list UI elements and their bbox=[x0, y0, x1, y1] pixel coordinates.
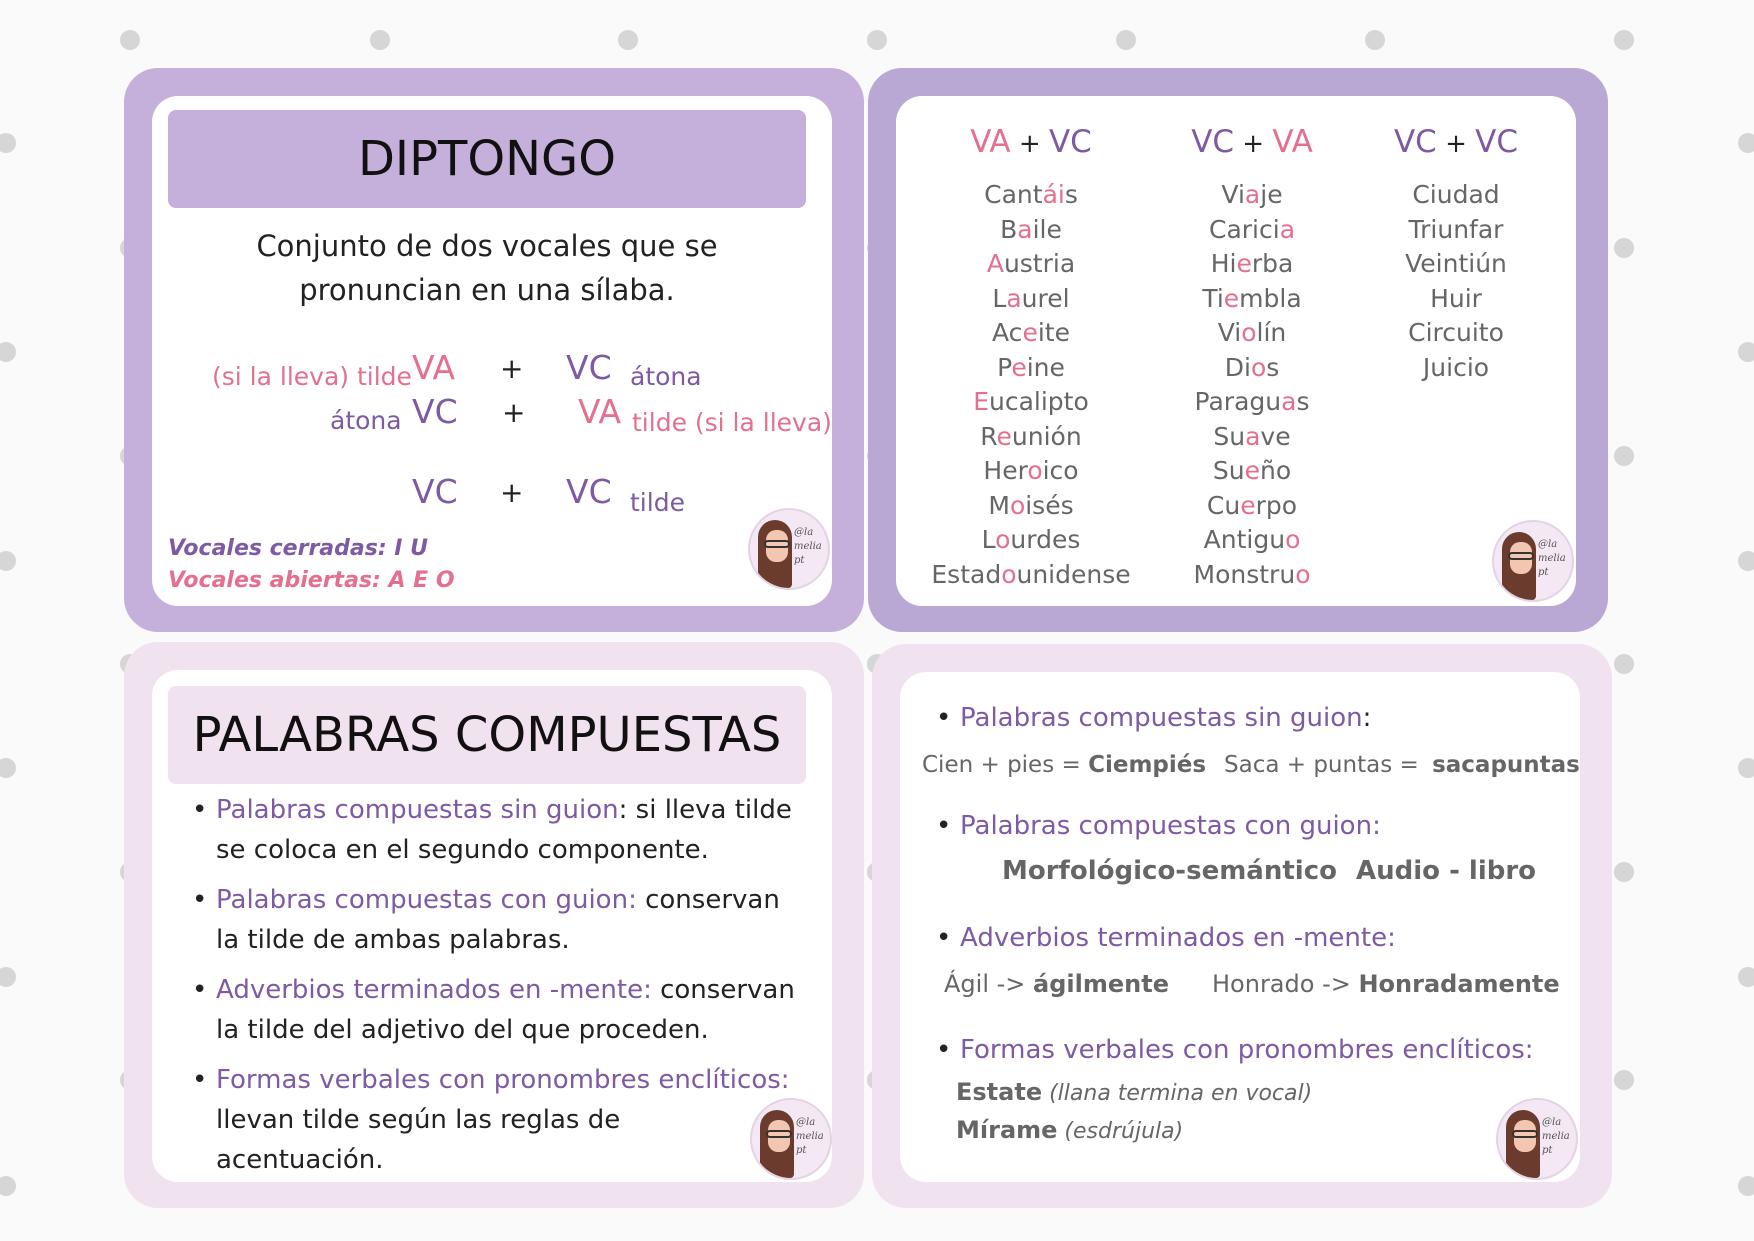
example-word: Triunfar bbox=[1408, 214, 1504, 244]
diptongo-card-body bbox=[152, 96, 832, 606]
bullet-dot: • bbox=[192, 975, 208, 1005]
heading-a: VC bbox=[1393, 124, 1437, 160]
ex2-pre: Saca + puntas = bbox=[1224, 752, 1427, 778]
example-word: Aceite bbox=[992, 318, 1070, 347]
heading-a: VC bbox=[1191, 124, 1235, 160]
heading-plus: + bbox=[1234, 129, 1273, 159]
background-dot bbox=[1614, 446, 1634, 466]
background-dot bbox=[0, 1176, 16, 1196]
rule-bullet-2 bbox=[192, 880, 816, 960]
example-bullet-2 bbox=[936, 806, 1381, 846]
diptongo-definition bbox=[152, 224, 822, 312]
example-1-colon: : bbox=[1362, 703, 1372, 733]
example-row-1 bbox=[922, 752, 1206, 778]
example-word: Lourdes bbox=[981, 525, 1081, 554]
palabras-compuestas-body bbox=[152, 670, 832, 1182]
example-word: Peine bbox=[997, 352, 1065, 382]
rule-bullet-3 bbox=[192, 970, 816, 1050]
rule3-vc-a: VC bbox=[412, 472, 458, 511]
bullet-2-head: Palabras compuestas con guion: bbox=[216, 885, 637, 915]
example-row-7 bbox=[956, 1078, 1312, 1106]
ex7-bold: Estate bbox=[956, 1078, 1043, 1106]
example-bullet-3 bbox=[936, 918, 1396, 958]
example-column-1 bbox=[926, 122, 1136, 592]
rule1-plus: + bbox=[500, 352, 524, 385]
example-word: Juicio bbox=[1422, 352, 1490, 382]
bullet-4-head: Formas verbales con pronombres enclíticos: bbox=[216, 1065, 790, 1095]
column-heading bbox=[1142, 122, 1362, 164]
column-heading bbox=[1356, 122, 1556, 164]
background-dot bbox=[867, 30, 887, 50]
bullet-3-cont: la tilde del adjetivo del que proceden. bbox=[216, 1015, 709, 1045]
background-dot bbox=[370, 30, 390, 50]
open-vowels: Vocales abiertas: A E O bbox=[168, 568, 455, 593]
background-dot bbox=[1738, 758, 1754, 778]
palabras-compuestas-card bbox=[124, 642, 864, 1208]
example-row-5 bbox=[944, 970, 1169, 998]
ex1-bold: Ciempiés bbox=[1088, 752, 1207, 778]
author-avatar bbox=[748, 508, 830, 590]
bullet-dot: • bbox=[192, 885, 208, 915]
closed-vowels: Vocales cerradas: I U bbox=[168, 536, 429, 561]
ex2-bold: sacapuntas bbox=[1432, 752, 1580, 778]
background-dot bbox=[0, 133, 16, 153]
ex6-bold: Honradamente bbox=[1358, 970, 1560, 998]
bullet-dot: • bbox=[936, 703, 952, 733]
example-word: Viaje bbox=[1221, 180, 1283, 209]
bullet-2-cont: la tilde de ambas palabras. bbox=[216, 925, 570, 955]
example-row-2 bbox=[1224, 752, 1580, 778]
background-dot bbox=[1738, 1176, 1754, 1196]
example-word: Estadounidense bbox=[931, 559, 1131, 589]
example-word: Baile bbox=[1000, 214, 1062, 244]
ex3: Morfológico-semántico bbox=[1002, 856, 1337, 886]
rule1-prefix: (si la lleva) tilde bbox=[212, 362, 412, 391]
bullet-1-text: : si lleva tilde bbox=[618, 795, 792, 825]
rule3-plus: + bbox=[500, 476, 524, 509]
background-dot bbox=[0, 342, 16, 362]
background-dot bbox=[0, 967, 16, 987]
example-word: Eucalipto bbox=[973, 387, 1089, 416]
ex4: Audio - libro bbox=[1356, 856, 1537, 886]
example-word: Circuito bbox=[1408, 318, 1504, 347]
background-dot bbox=[0, 758, 16, 778]
palabras-examples-body bbox=[900, 672, 1580, 1182]
background-dot bbox=[120, 30, 140, 50]
rule2-va: VA bbox=[578, 392, 622, 431]
avatar-text: @la melia pt bbox=[796, 1117, 824, 1156]
example-word: Austria bbox=[986, 249, 1076, 278]
rule2-suffix: tilde (si la lleva) bbox=[632, 408, 832, 437]
bullet-dot: • bbox=[936, 811, 952, 841]
heading-a: VA bbox=[970, 124, 1011, 160]
author-avatar bbox=[1492, 520, 1574, 602]
background-dot bbox=[1614, 238, 1634, 258]
example-word: Paraguas bbox=[1194, 387, 1310, 416]
bullet-4-cont2: acentuación. bbox=[216, 1145, 384, 1175]
example-word: Monstruo bbox=[1193, 559, 1311, 589]
example-word: Tiembla bbox=[1202, 283, 1302, 313]
example-3-head: Adverbios terminados en -mente: bbox=[960, 923, 1396, 953]
background-dot bbox=[0, 551, 16, 571]
example-1-head: Palabras compuestas sin guion bbox=[960, 703, 1363, 733]
example-word: Sueño bbox=[1212, 456, 1292, 485]
bullet-3-head: Adverbios terminados en -mente: bbox=[216, 975, 652, 1005]
diptongo-card bbox=[124, 68, 864, 632]
diptongo-examples-card bbox=[868, 68, 1608, 632]
example-bullet-1 bbox=[936, 698, 1372, 738]
rule-vc-vc bbox=[212, 472, 812, 520]
background-dot bbox=[1738, 342, 1754, 362]
rule2-prefix: átona bbox=[330, 406, 402, 435]
example-4-head: Formas verbales con pronombres enclíticos: bbox=[960, 1035, 1534, 1065]
example-word: Huir bbox=[1430, 283, 1482, 313]
example-word: Caricia bbox=[1208, 214, 1296, 244]
example-word: Heroico bbox=[983, 456, 1079, 485]
rule1-vc: VC bbox=[566, 348, 612, 387]
example-word: Suave bbox=[1213, 421, 1291, 451]
column-heading bbox=[926, 122, 1136, 164]
bullet-dot: • bbox=[192, 795, 208, 825]
ex5-bold: ágilmente bbox=[1033, 970, 1169, 998]
ex8-bold: Mírame bbox=[956, 1116, 1058, 1144]
diptongo-title-box bbox=[168, 110, 806, 208]
rule2-plus: + bbox=[502, 396, 526, 429]
bullet-2-text: conservan bbox=[636, 885, 780, 915]
rule-bullet-1 bbox=[192, 790, 816, 870]
ex7-note: (llana termina en vocal) bbox=[1042, 1081, 1313, 1106]
rule1-suffix: átona bbox=[630, 362, 702, 391]
bullet-1-head: Palabras compuestas sin guion bbox=[216, 795, 619, 825]
bullet-1-cont: se coloca en el segundo componente. bbox=[216, 835, 709, 865]
bullet-dot: • bbox=[936, 1035, 952, 1065]
bullet-3-text: conservan bbox=[651, 975, 795, 1005]
ex5-pre: Ágil -> bbox=[944, 970, 1034, 998]
rule-vc-va bbox=[212, 392, 832, 440]
example-word: Dios bbox=[1224, 352, 1280, 382]
example-row-8 bbox=[956, 1116, 1183, 1144]
background-dot bbox=[1738, 133, 1754, 153]
avatar-text: @la melia pt bbox=[1542, 1117, 1570, 1156]
example-row-6 bbox=[1212, 970, 1560, 998]
example-word: Laurel bbox=[992, 283, 1070, 313]
example-column-2 bbox=[1142, 122, 1362, 592]
example-word: Violín bbox=[1217, 318, 1287, 347]
palabras-title: PALABRAS COMPUESTAS bbox=[192, 707, 782, 763]
example-word: Cuerpo bbox=[1206, 490, 1298, 520]
background-dot bbox=[1614, 1070, 1634, 1090]
example-word: Moisés bbox=[988, 490, 1074, 520]
bullet-4-cont: llevan tilde según las reglas de bbox=[216, 1105, 621, 1135]
bullet-dot: • bbox=[192, 1065, 208, 1095]
palabras-examples-card bbox=[872, 644, 1612, 1208]
diptongo-examples-body bbox=[896, 96, 1576, 606]
avatar-text: @la melia pt bbox=[1538, 539, 1566, 578]
background-dot bbox=[1116, 30, 1136, 50]
background-dot bbox=[1614, 862, 1634, 882]
heading-b: VC bbox=[1048, 124, 1092, 160]
heading-plus: + bbox=[1010, 129, 1049, 159]
background-dot bbox=[1365, 30, 1385, 50]
background-dot bbox=[1614, 654, 1634, 674]
example-word: Cantáis bbox=[984, 180, 1078, 209]
heading-plus: + bbox=[1436, 129, 1476, 159]
background-dot bbox=[1738, 967, 1754, 987]
example-column-3 bbox=[1356, 122, 1556, 385]
avatar-text: @la melia pt bbox=[794, 527, 822, 566]
heading-b: VC bbox=[1475, 124, 1519, 160]
author-avatar bbox=[1496, 1098, 1578, 1180]
example-word: Veintiún bbox=[1405, 249, 1507, 278]
rule2-vc: VC bbox=[412, 392, 458, 431]
rule1-va: VA bbox=[412, 348, 456, 387]
heading-b: VA bbox=[1272, 124, 1313, 160]
palabras-title-box bbox=[168, 686, 806, 784]
ex6-pre: Honrado -> bbox=[1212, 970, 1359, 998]
rule-bullet-4 bbox=[192, 1060, 816, 1180]
definition-line-1: Conjunto de dos vocales que se bbox=[256, 229, 718, 263]
bullet-dot: • bbox=[936, 923, 952, 953]
example-word: Antiguo bbox=[1203, 525, 1301, 554]
rule3-suffix: tilde bbox=[630, 488, 685, 517]
example-2-head: Palabras compuestas con guion: bbox=[960, 811, 1381, 841]
example-bullet-4 bbox=[936, 1030, 1534, 1070]
example-word: Ciudad bbox=[1412, 180, 1500, 209]
author-avatar bbox=[750, 1098, 832, 1180]
background-dot bbox=[618, 30, 638, 50]
diptongo-title: DIPTONGO bbox=[357, 131, 617, 187]
example-word: Hierba bbox=[1210, 249, 1294, 278]
example-word: Reunión bbox=[980, 421, 1082, 451]
ex1-pre: Cien + pies = bbox=[922, 752, 1089, 778]
background-dot bbox=[1738, 551, 1754, 571]
rule-va-vc bbox=[212, 348, 812, 392]
background-dot bbox=[1614, 30, 1634, 50]
definition-line-2: pronuncian en una sílaba. bbox=[299, 273, 675, 307]
ex8-note: (esdrújula) bbox=[1057, 1119, 1184, 1144]
rule3-vc-b: VC bbox=[566, 472, 612, 511]
